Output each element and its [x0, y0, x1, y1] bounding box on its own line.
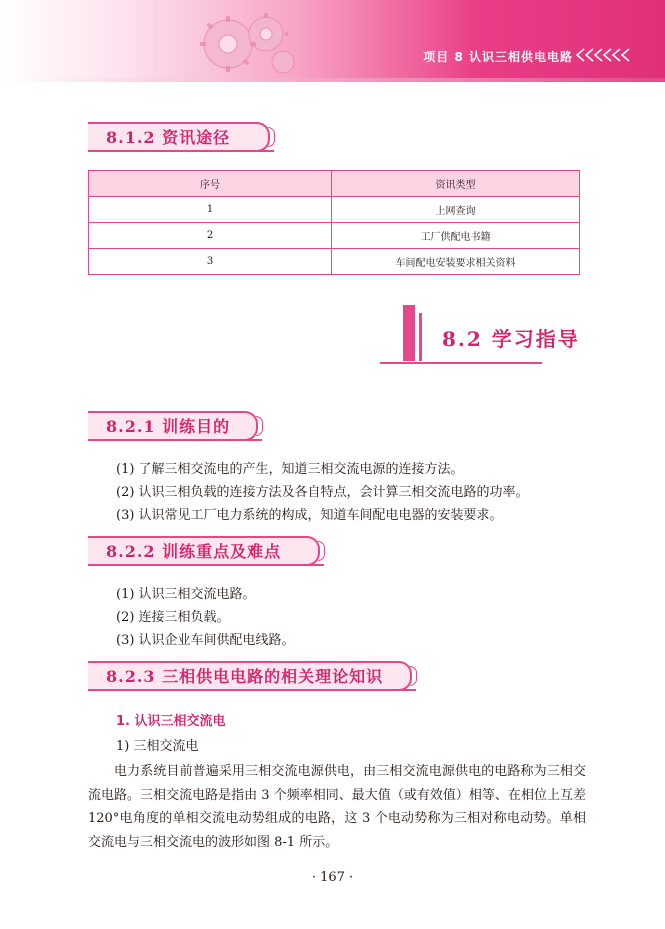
goal-item-3: (3) 认识常见工厂电力系统的构成，知道车间配电电器的安装要求。	[116, 508, 503, 523]
body-paragraph: 电力系统目前普遍采用三相交流电源供电，由三相交流电源供电的电路称为三相交流电路。三相交流电路是指由 3 个频率相同、最大值（或有效值）相等、在相位上互差 120°电角度的单相交流电动势组成的电路，这 3 个电动势称为三相对称电动势。单相交流电与三相交流电的波形如图 8-1 所示。	[88, 764, 586, 850]
key-point-3: (3) 认识企业车间供配电线路。	[116, 633, 295, 648]
key-point-2: (2) 连接三相负载。	[116, 610, 230, 625]
header-strip	[0, 78, 665, 82]
table-cell: 上网查询	[332, 197, 580, 223]
section-title: 8.1.2 资讯途径	[106, 128, 231, 147]
column-header: 序号	[89, 171, 332, 197]
subsection-title: 1. 认识三相交流电	[116, 714, 226, 729]
info-sources-table	[88, 170, 580, 275]
table-header-row	[89, 171, 580, 197]
gears-icon	[188, 4, 298, 76]
goal-item-2: (2) 认识三相负载的连接方法及各自特点，会计算三相交流电路的功率。	[116, 485, 529, 500]
table-cell: 3	[89, 249, 332, 275]
key-point-1: (1) 认识三相交流电路。	[116, 587, 256, 602]
running-header-title: 项目 8 认识三相供电电路	[423, 50, 573, 64]
column-header: 资讯类型	[332, 171, 580, 197]
chapter-title: 8.2 学习指导	[442, 327, 580, 351]
table-cell: 车间配电安装要求相关资料	[332, 249, 580, 275]
chevrons-left-icon	[575, 47, 635, 63]
page-number: · 167 ·	[311, 870, 354, 885]
section-title: 8.2.1 训练目的	[106, 417, 231, 436]
goal-item-1: (1) 了解三相交流电的产生，知道三相交流电源的连接方法。	[116, 462, 464, 477]
table-row	[89, 249, 580, 275]
item-title: 1) 三相交流电	[116, 739, 199, 754]
table-cell: 2	[89, 223, 332, 249]
section-title: 8.2.2 训练重点及难点	[106, 542, 282, 561]
table-row	[89, 223, 580, 249]
table-cell: 工厂供配电书籍	[332, 223, 580, 249]
section-title: 8.2.3 三相供电电路的相关理论知识	[106, 667, 384, 686]
table-cell: 1	[89, 197, 332, 223]
chapter-heading-8-2	[380, 305, 580, 367]
header-banner	[0, 0, 665, 78]
table-row	[89, 197, 580, 223]
